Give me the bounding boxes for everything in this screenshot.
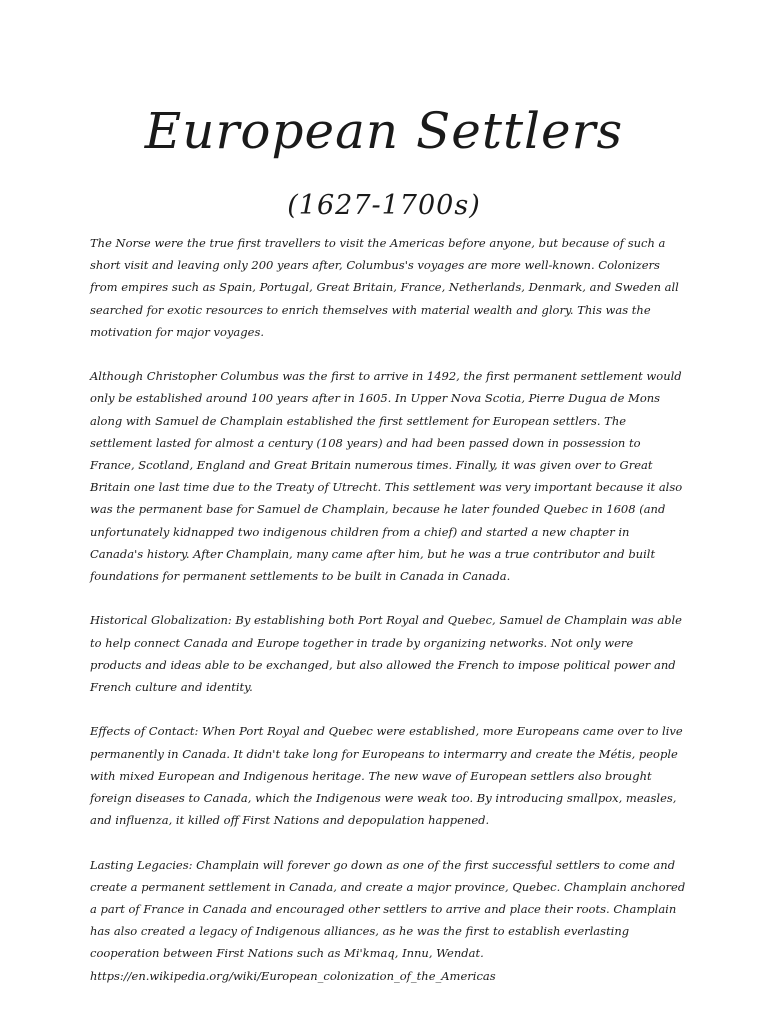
paragraph-norse: The Norse were the true first travellers to visit the Americas before anyone, but because of such a short visit and leaving only 200 years after, Columbus's voyages are more well-known. Colonizers from empires such as Spain, Portugal, Great Britain, France, Netherlands, Denmark, and Sweden all searched for exotic resources to enrich themselves with material wealth and glory. This was the motivation for major voyages. <box>90 236 679 339</box>
page-subtitle: (1627-1700s) <box>287 190 481 221</box>
paragraph-historical-globalization: Historical Globalization: By establishing both Port Royal and Quebec, Samuel de Champlain was able to help connect Canada and Europe together in trade by organizing networks. Not only were products and ideas able to be exchanged, but also allowed the French to impose political power and French culture and identity. <box>90 613 682 695</box>
page-title: European Settlers <box>144 102 624 160</box>
paragraph-effects-of-contact: Effects of Contact: When Port Royal and Quebec were established, more Europeans came over to live permanently in Canada. It didn't take long for Europeans to intermarry and create the Métis, people with mixed European and Indigenous heritage. The new wave of European settlers also brought foreign diseases to Canada, which the Indigenous were weak too. By introducing smallpox, measles, and influenza, it killed off First Nations and depopulation happened. <box>90 724 683 828</box>
paragraph-lasting-legacies: Lasting Legacies: Champlain will forever go down as one of the first successful settlers to come and create a permanent settlement in Canada, and create a major province, Quebec. Champlain anchored a part of France in Canada and encouraged other settlers to arrive and place their roots. Champlain has also created a legacy of Indigenous alliances, as he was the first to establish everlasting cooperation between First Nations such as Mi'kmaq, Innu, Wendat. <box>90 857 686 961</box>
document-body <box>90 232 686 987</box>
source-link[interactable]: https://en.wikipedia.org/wiki/European_colonization_of_the_Americas <box>90 968 496 983</box>
paragraph-first-settlement: Although Christopher Columbus was the first to arrive in 1492, the first permanent settlement would only be established around 100 years after in 1605. In Upper Nova Scotia, Pierre Dugua de Mons along with Samuel de Champlain established the first settlement for European settlers. The settlement lasted for almost a century (108 years) and had been passed down in possession to France, Scotland, England and Great Britain numerous times. Finally, it was given over to Great Britain one last time due to the Treaty of Utrecht. This settlement was very important because it also was the permanent base for Samuel de Champlain, because he later founded Quebec in 1608 (and unfortunately kidnapped two indigenous children from a chief) and started a new chapter in Canada's history. After Champlain, many came after him, but he was a true contributor and built foundations for permanent settlements to be built in Canada in Canada. <box>90 369 683 584</box>
